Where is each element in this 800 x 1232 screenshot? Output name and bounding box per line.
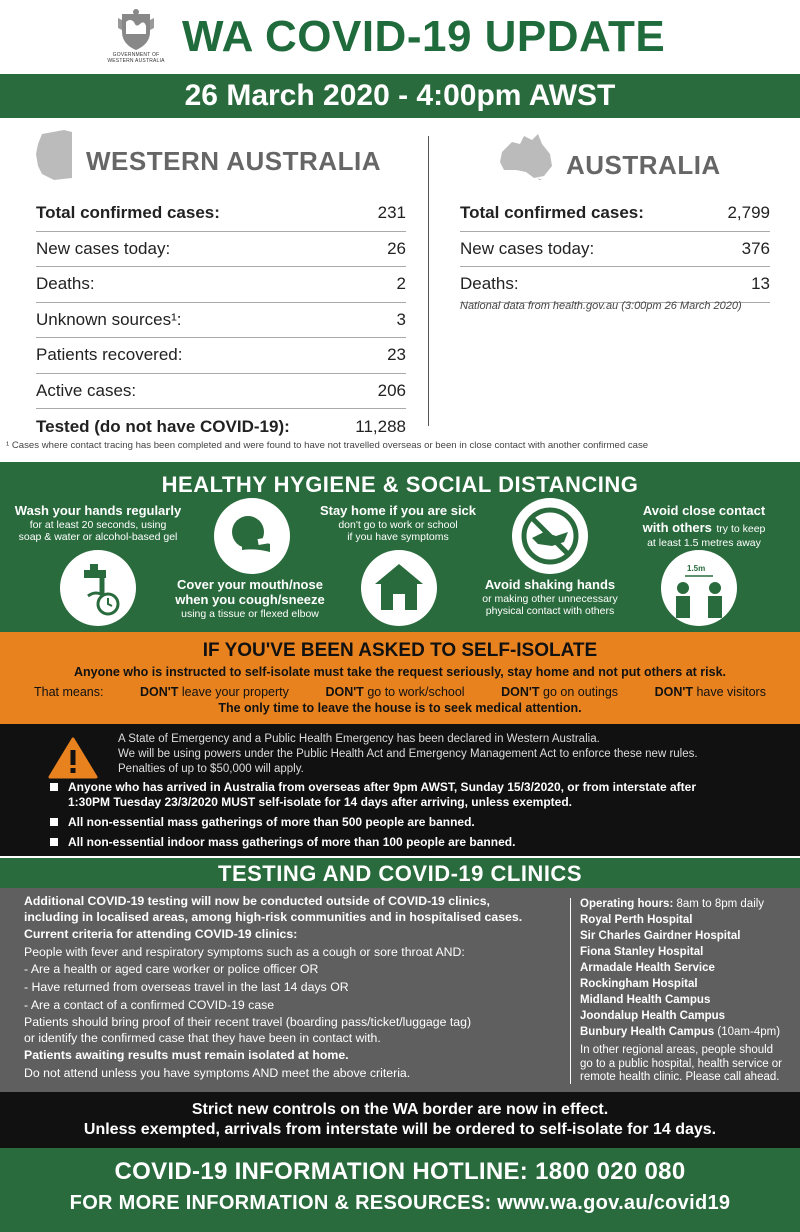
clinic-item: Midland Health Campus	[580, 994, 711, 1006]
footnote: ¹ Cases where contact tracing has been completed and were found to have not travelled overseas or been in close contact with another confirmed case	[6, 440, 649, 451]
self-isolate-rules	[0, 685, 800, 699]
handwash-icon	[60, 550, 136, 626]
table-row	[36, 374, 406, 410]
tip-text: try to keep	[716, 522, 766, 535]
proof-line: or identify the confirmed case that they have been in contact with.	[24, 1030, 381, 1045]
regional-line: remote health clinic. Please call ahead.	[580, 1071, 780, 1083]
stat-label: Active cases:	[36, 380, 137, 400]
cough-icon	[214, 498, 290, 574]
logo-line-1: GOVERNMENT OF	[112, 52, 160, 58]
tip-heading: Wash your hands regularly	[14, 503, 182, 518]
tip-text: soap & water or alcohol-based gel	[18, 531, 178, 543]
stay-home-tip	[306, 504, 490, 543]
rule-item	[325, 685, 464, 699]
criteria-intro: People with fever and respiratory symptoms such as a cough or sore throat AND:	[24, 944, 465, 959]
table-row	[36, 232, 406, 268]
hours-value: 8am to 8pm daily	[676, 898, 765, 910]
header	[0, 0, 800, 74]
testing-divider	[570, 898, 571, 1084]
table-row	[36, 196, 406, 232]
tip-heading: Stay home if you are sick	[319, 503, 477, 518]
australia-title: AUSTRALIA	[566, 150, 721, 180]
tip-text: if you have symptoms	[347, 531, 449, 543]
clinic-item: Fiona Stanley Hospital	[580, 946, 704, 958]
proof-note	[24, 1015, 564, 1046]
dont-attend-note: Do not attend unless you have symptoms AND meet the above criteria.	[24, 1065, 411, 1080]
border-line: Strict new controls on the WA border are now in effect.	[191, 1101, 609, 1118]
logo-line-2: WESTERN AUSTRALIA	[107, 58, 165, 64]
await-note: Patients awaiting results must remain isolated at home.	[24, 1048, 349, 1063]
self-isolate-medical-note: The only time to leave the house is to seek medical attention.	[218, 701, 582, 715]
stat-value: 3	[396, 309, 406, 329]
stat-label: Patients recovered:	[36, 345, 183, 365]
tip-text: or making other unnecessary	[482, 592, 618, 605]
table-row	[460, 267, 770, 303]
self-isolate-title: IF YOU'VE BEEN ASKED TO SELF-ISOLATE	[202, 640, 598, 661]
stat-value: 206	[377, 380, 406, 400]
footer	[0, 1148, 800, 1232]
bullet-text: All non-essential indoor mass gatherings of more than 100 people are banned.	[68, 835, 516, 849]
testing-section	[0, 888, 800, 1092]
warning-icon	[48, 736, 98, 780]
avoid-handshake-tip	[460, 578, 640, 617]
stats-divider	[428, 136, 429, 426]
tip-heading: when you cough/sneeze	[175, 591, 325, 607]
clinic-name: Bunbury Health Campus	[580, 1026, 715, 1038]
no-handshake-icon	[512, 498, 588, 574]
bullet-square-icon	[50, 838, 58, 846]
rule-item	[140, 685, 289, 699]
dont-label: DON'T	[140, 685, 179, 699]
clinic-item: Joondalup Health Campus	[580, 1010, 726, 1022]
criteria-item: - Are a health or aged care worker or police officer OR	[24, 962, 319, 977]
stat-label: New cases today:	[460, 238, 595, 258]
stat-value: 231	[377, 203, 406, 223]
stat-label: Deaths:	[36, 274, 95, 294]
border-controls-banner	[0, 1092, 800, 1148]
bullet-item	[50, 815, 770, 830]
table-row	[460, 232, 770, 268]
bullet-square-icon	[50, 818, 58, 826]
stat-label: Total confirmed cases:	[460, 203, 644, 223]
tip-heading: Avoid close contact	[642, 503, 766, 518]
more-info-link[interactable]: FOR MORE INFORMATION & RESOURCES: www.wa.gov.au/covid19	[69, 1192, 731, 1214]
wa-stats-table	[36, 196, 406, 445]
clinic-item: Armadale Health Service	[580, 962, 715, 974]
stats-section	[0, 118, 800, 440]
border-line: Unless exempted, arrivals from interstate will be ordered to self-isolate for 14 days.	[83, 1121, 717, 1138]
testing-title: TESTING AND COVID-19 CLINICS	[0, 856, 800, 888]
clinic-item: Sir Charles Gairdner Hospital	[580, 930, 741, 942]
stat-value: 2,799	[727, 203, 770, 223]
page-title: WA COVID-19 UPDATE	[182, 12, 666, 61]
wa-map-icon	[34, 128, 74, 182]
dont-label: DON'T	[325, 685, 364, 699]
dont-label: DON'T	[654, 685, 693, 699]
bullet-text: All non-essential mass gatherings of more than 500 people are banned.	[68, 815, 475, 829]
tip-heading: Avoid shaking hands	[484, 577, 616, 592]
testing-intro	[24, 894, 564, 925]
tip-text: for at least 20 seconds, using	[29, 518, 167, 531]
emergency-section	[0, 724, 800, 856]
table-row	[36, 267, 406, 303]
australia-map-icon	[498, 132, 556, 180]
distance-label: 1.5m	[687, 564, 706, 573]
tip-text: using a tissue or flexed elbow	[181, 607, 319, 620]
clinic-item	[580, 1024, 795, 1040]
tip-heading: Cover your mouth/nose	[177, 577, 323, 592]
stat-label: New cases today:	[36, 238, 171, 258]
rule-text: leave your property	[181, 685, 289, 699]
emergency-line: A State of Emergency and a Public Health Emergency has been declared in Western Australia.	[118, 733, 600, 745]
rule-item	[501, 685, 618, 699]
avoid-contact-tip	[614, 504, 794, 549]
bullet-square-icon	[50, 783, 58, 791]
criteria-item: - Have returned from overseas travel in the last 14 days OR	[24, 979, 349, 994]
crest-icon	[116, 8, 156, 52]
tip-text: at least 1.5 metres away	[647, 537, 761, 550]
clinic-hours: (10am-4pm)	[717, 1026, 781, 1038]
clinic-item: Royal Perth Hospital	[580, 914, 693, 926]
hotline: COVID-19 INFORMATION HOTLINE: 1800 020 080	[114, 1158, 686, 1185]
stat-label: Total confirmed cases:	[36, 203, 220, 223]
stat-value: 11,288	[355, 416, 406, 436]
table-row	[460, 196, 770, 232]
dont-label: DON'T	[501, 685, 540, 699]
hygiene-title: HEALTHY HYGIENE & SOCIAL DISTANCING	[161, 472, 639, 497]
wash-hands-tip	[8, 504, 188, 543]
criteria-item: - Are a contact of a confirmed COVID-19 case	[24, 997, 275, 1012]
tip-text: don't go to work or school	[338, 518, 458, 531]
regional-line: In other regional areas, people should	[580, 1044, 774, 1056]
stat-value: 13	[751, 274, 770, 294]
criteria-title: Current criteria for attending COVID-19 clinics:	[24, 927, 298, 942]
stat-value: 26	[387, 238, 406, 258]
national-data-note: National data from health.gov.au (3:00pm 26 March 2020)	[460, 300, 742, 312]
bullet-text: 1:30PM Tuesday 23/3/2020 MUST self-isolate for 14 days after arriving, unless exempted.	[68, 795, 572, 809]
house-icon	[361, 550, 437, 626]
table-row	[36, 303, 406, 339]
emergency-line: Penalties of up to $50,000 will apply.	[118, 763, 304, 775]
emergency-bullets	[50, 780, 770, 855]
distance-icon	[661, 550, 737, 626]
stat-value: 23	[387, 345, 406, 365]
cover-mouth-tip	[160, 578, 340, 620]
rule-text: go on outings	[543, 685, 619, 699]
bullet-item	[50, 835, 770, 850]
regional-note	[580, 1044, 795, 1085]
table-row	[36, 338, 406, 374]
clinic-list	[580, 896, 795, 1085]
tip-heading: with others	[642, 519, 712, 535]
self-isolate-section	[0, 632, 800, 724]
stat-value: 2	[396, 274, 406, 294]
tip-text: physical contact with others	[485, 605, 615, 617]
rule-text: go to work/school	[367, 685, 465, 699]
hygiene-section	[0, 462, 800, 632]
rule-text: have visitors	[696, 685, 766, 699]
rule-item	[655, 685, 766, 699]
wa-government-logo	[106, 8, 166, 64]
australia-stats-table	[460, 196, 770, 303]
regional-line: go to a public hospital, health service or	[580, 1057, 783, 1070]
intro-line: Additional COVID-19 testing will now be conducted outside of COVID-19 clinics,	[24, 894, 490, 908]
proof-line: Patients should bring proof of their recent travel (boarding pass/ticket/luggage tag)	[24, 1015, 472, 1030]
stat-label: Deaths:	[460, 274, 519, 294]
bullet-item	[50, 780, 770, 810]
stat-label: Unknown sources¹:	[36, 309, 182, 329]
wa-title: WESTERN AUSTRALIA	[86, 146, 381, 176]
hours-label: Operating hours:	[580, 898, 674, 910]
stat-label: Tested (do not have COVID-19):	[36, 416, 290, 436]
table-row	[36, 409, 406, 445]
emergency-declaration	[118, 732, 698, 777]
self-isolate-instruction: Anyone who is instructed to self-isolate must take the request seriously, stay home and not put others at risk.	[74, 665, 726, 679]
means-label: That means:	[34, 685, 104, 699]
testing-criteria	[24, 894, 564, 1084]
intro-line: including in localised areas, among high-risk communities and in hospitalised cases.	[24, 909, 523, 924]
bullet-text: Anyone who has arrived in Australia from overseas after 9pm AWST, Sunday 15/3/2020, or from interstate after	[68, 780, 696, 794]
emergency-line: We will be using powers under the Public Health Act and Emergency Management Act to enforce these new rules.	[118, 748, 698, 760]
operating-hours	[580, 896, 795, 912]
clinic-item: Rockingham Hospital	[580, 978, 698, 990]
date-banner: 26 March 2020 - 4:00pm AWST	[0, 74, 800, 118]
stat-value: 376	[741, 238, 770, 258]
